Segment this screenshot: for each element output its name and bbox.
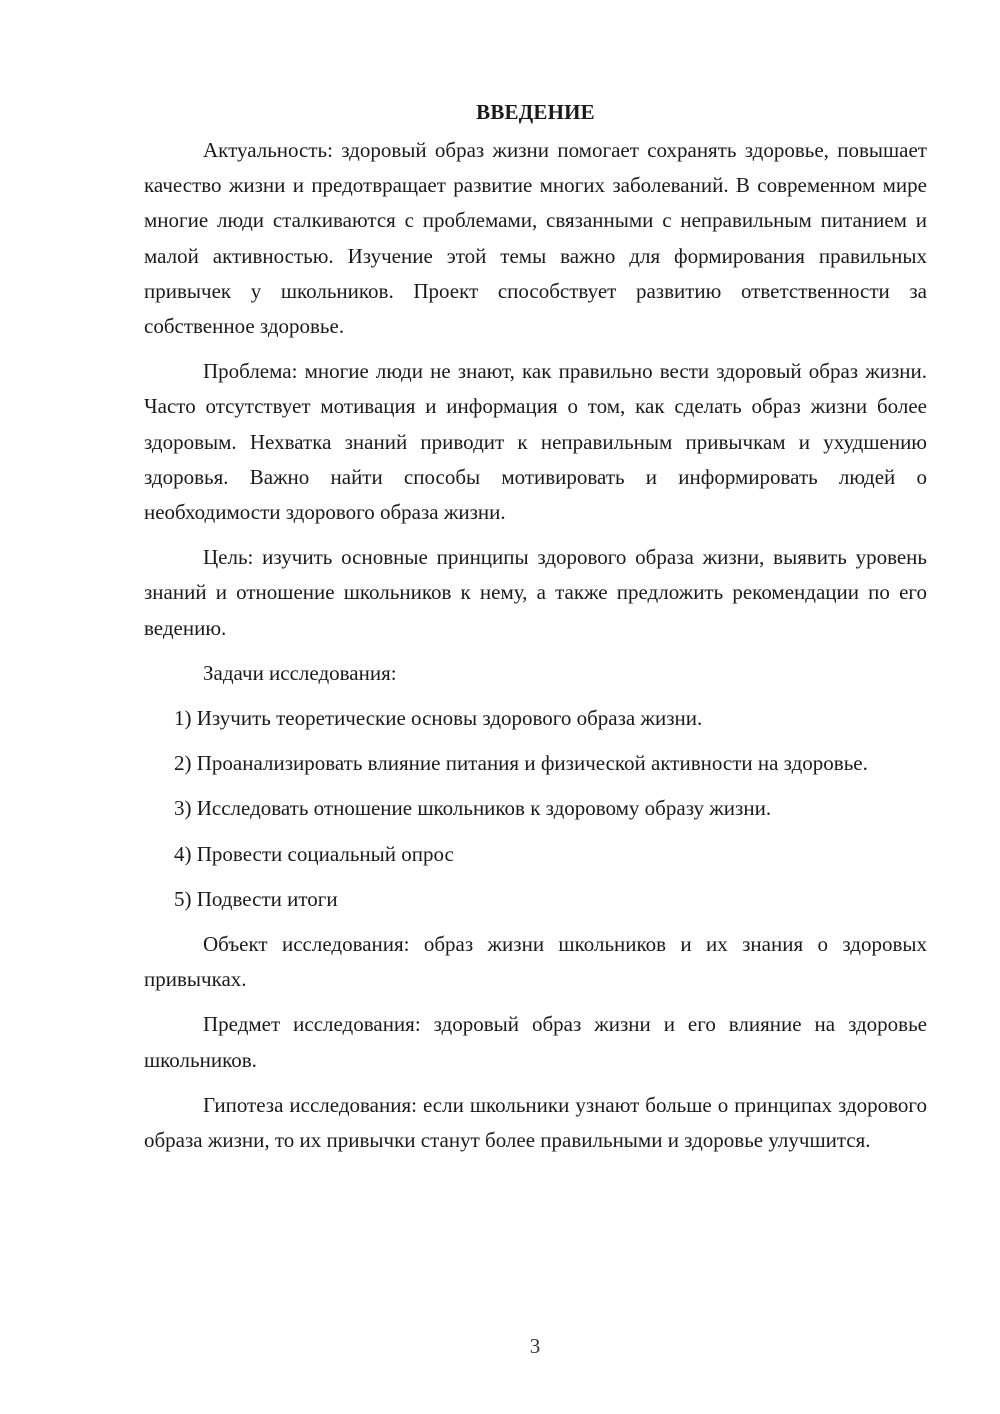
document-page <box>144 95 927 1168</box>
tasks-heading: Задачи исследования: <box>203 660 397 685</box>
goal-paragraph: Цель: изучить основные принципы здорового образа жизни, выявить уровень знаний и отношение школьников к нему, а также предложить рекомендации по его ведению. <box>144 545 927 640</box>
task-item-3: 3) Исследовать отношение школьников к здоровому образу жизни. <box>174 796 772 821</box>
task-item-1: 1) Изучить теоретические основы здорового образа жизни. <box>174 706 703 731</box>
object-paragraph: Объект исследования: образ жизни школьников и их знания о здоровых привычках. <box>144 932 927 992</box>
task-item-4: 4) Провести социальный опрос <box>174 841 454 866</box>
task-item-2: 2) Проанализировать влияние питания и физической активности на здоровье. <box>174 751 868 776</box>
task-item-5: 5) Подвести итоги <box>174 886 338 911</box>
page-number: 3 <box>529 1334 541 1358</box>
relevance-paragraph: Актуальность: здоровый образ жизни помогает сохранять здоровье, повышает качество жизни и предотвращает развитие многих заболеваний. В современном мире многие люди сталкиваются с проблемами, связанными с неправильным питанием и малой активностью. Изучение этой темы важно для формирования правильных привычек у школьников. Проект способствует развитию ответственности за собственное здоровье. <box>144 138 927 339</box>
hypothesis-paragraph: Гипотеза исследования: если школьники узнают больше о принципах здорового образа жизни, то их привычки станут более правильными и здоровье улучшится. <box>144 1092 927 1153</box>
section-title: ВВЕДЕНИЕ <box>476 100 595 124</box>
subject-paragraph: Предмет исследования: здоровый образ жизни и его влияние на здоровье школьников. <box>144 1012 927 1072</box>
problem-paragraph: Проблема: многие люди не знают, как правильно вести здоровый образ жизни. Часто отсутствует мотивация и информация о том, как сделать образ жизни более здоровым. Нехватка знаний приводит к неправильным привычкам и ухудшению здоровья. Важно найти способы мотивировать и информировать людей о необходимости здорового образа жизни. <box>144 359 927 525</box>
